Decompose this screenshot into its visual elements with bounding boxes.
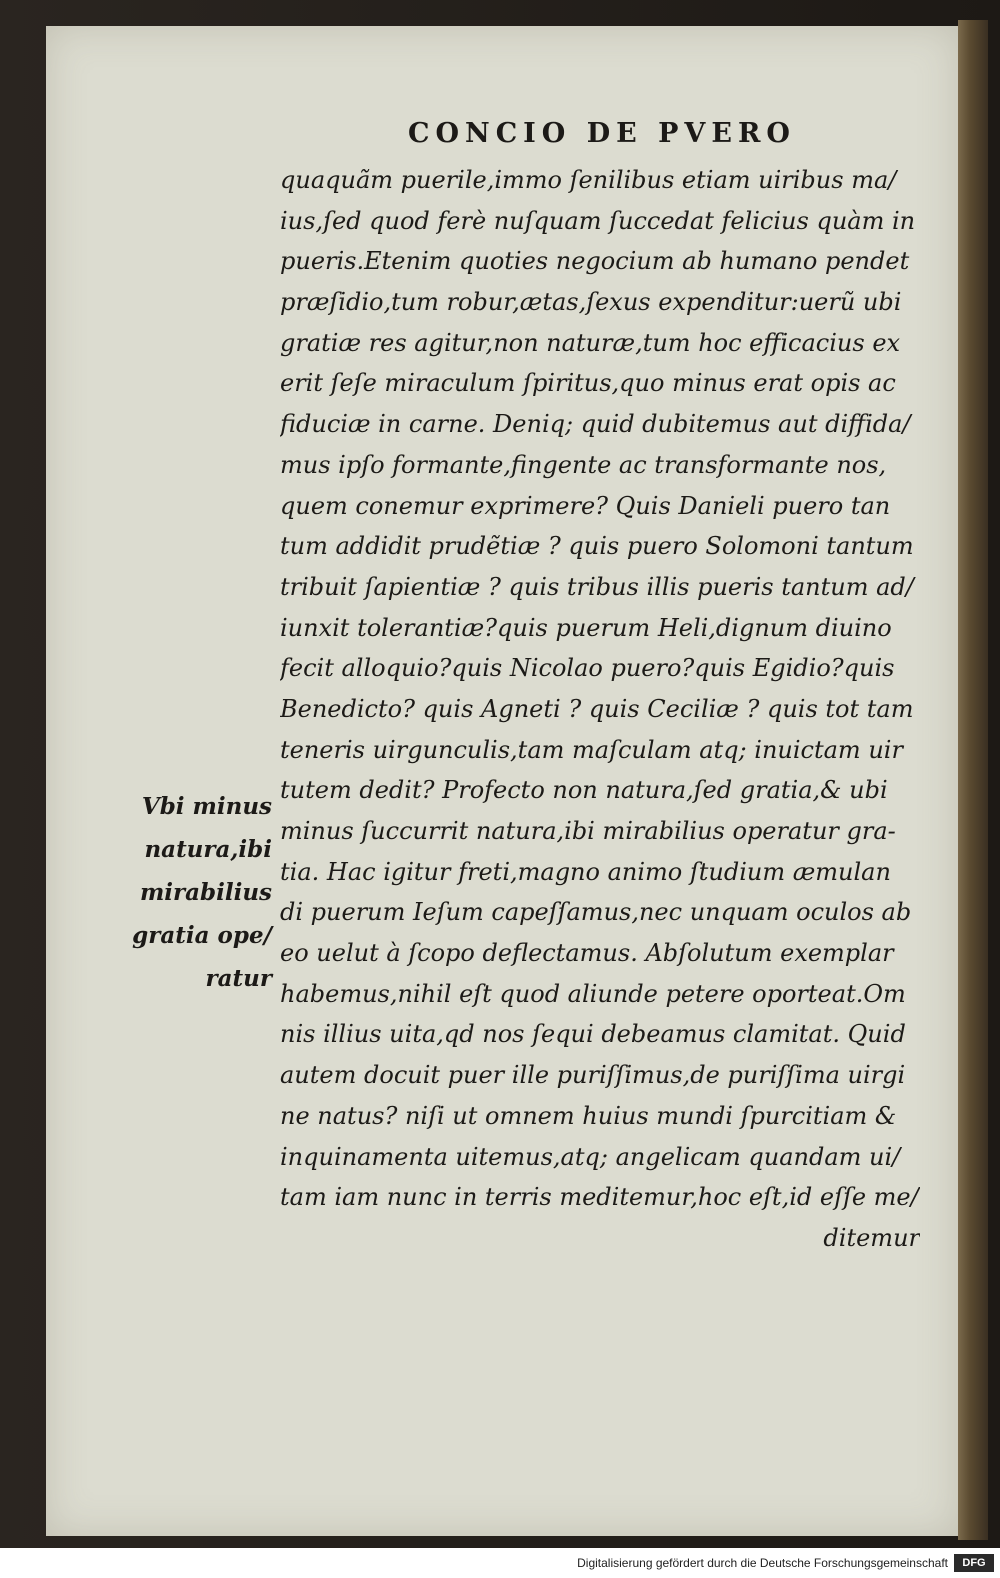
text-line: autem docuit puer ille puriſſimus,de puriſſima uirgi <box>280 1061 906 1090</box>
main-text-block <box>280 160 920 1259</box>
text-line: tum addidit prudẽtiæ ? quis puero Solomoni tantum <box>280 532 914 561</box>
book-edge <box>958 20 988 1540</box>
dfg-logo: DFG <box>954 1554 994 1572</box>
marginal-note-line: ratur <box>205 965 272 992</box>
text-line: quaquãm puerile,immo ſenilibus etiam uiribus ma/ <box>280 166 897 194</box>
text-line: fiduciæ in carne. Deniq; quid dubitemus aut diffida/ <box>280 410 911 439</box>
text-line: habemus,nihil eſt quod aliunde petere oporteat.Om <box>280 979 906 1008</box>
text-line: tutem dedit? Profecto non natura,ſed gratia,& ubi <box>280 776 888 805</box>
text-line: di puerum Ieſum capeſſamus,nec unquam oculos ab <box>280 898 912 927</box>
running-head: CONCIO DE PVERO <box>408 118 796 149</box>
text-line: teneris uirgunculis,tam maſculam atq; inuictam uir <box>280 735 903 764</box>
marginal-note-line: mirabilius <box>139 879 272 906</box>
text-line: iunxit tolerantiæ?quis puerum Heli,dignum diuino <box>280 613 892 642</box>
text-line: eo uelut à ſcopo deflectamus. Abſolutum exemplar <box>280 939 894 968</box>
footer-bar <box>0 1548 1000 1578</box>
text-line: gratiæ res agitur,non naturæ,tum hoc efficacius ex <box>280 328 901 357</box>
text-line: tam iam nunc in terris meditemur,hoc eſt,id eſſe me/ <box>280 1183 919 1212</box>
text-line: nis illius uita,qd nos ſequi debeamus clamitat. Quid <box>280 1020 906 1049</box>
text-line: Benedicto? quis Agneti ? quis Ceciliæ ? quis tot tam <box>280 694 914 723</box>
text-line: quem conemur exprimere? Quis Danieli puero tan <box>280 491 891 520</box>
text-line: pueris.Etenim quoties negocium ab humano pendet <box>280 247 910 276</box>
text-line: ne natus? niſi ut omnem huius mundi ſpurcitiam & <box>280 1101 897 1130</box>
marginal-note <box>100 785 272 1000</box>
text-line: præſidio,tum robur,ætas,ſexus expenditur:uerũ ubi <box>280 288 902 317</box>
marginal-note-line: Vbi minus <box>141 793 272 820</box>
marginal-note-line: natura,ibi <box>144 836 272 863</box>
marginal-note-line: gratia ope/ <box>132 922 272 949</box>
text-line: inquinamenta uitemus,atq; angelicam quandam ui/ <box>280 1142 901 1171</box>
text-line: erit ſeſe miraculum ſpiritus,quo minus erat opis ac <box>280 369 896 398</box>
text-line: tia. Hac igitur freti,magno animo ſtudium æmulan <box>280 857 891 886</box>
text-line: mus ipſo formante,fingente ac transformante nos, <box>280 450 887 479</box>
catchword: ditemur <box>823 1223 920 1252</box>
text-line: fecit alloquio?quis Nicolao puero?quis Egidio?quis <box>280 654 895 683</box>
funding-credit: Digitalisierung gefördert durch die Deutsche Forschungsgemeinschaft <box>577 1556 948 1570</box>
text-line: minus ſuccurrit natura,ibi mirabilius operatur gra- <box>280 817 896 845</box>
text-line: tribuit ſapientiæ ? quis tribus illis pueris tantum ad/ <box>280 572 914 601</box>
text-line: ius,ſed quod ferè nuſquam ſuccedat felicius quàm in <box>280 206 916 235</box>
